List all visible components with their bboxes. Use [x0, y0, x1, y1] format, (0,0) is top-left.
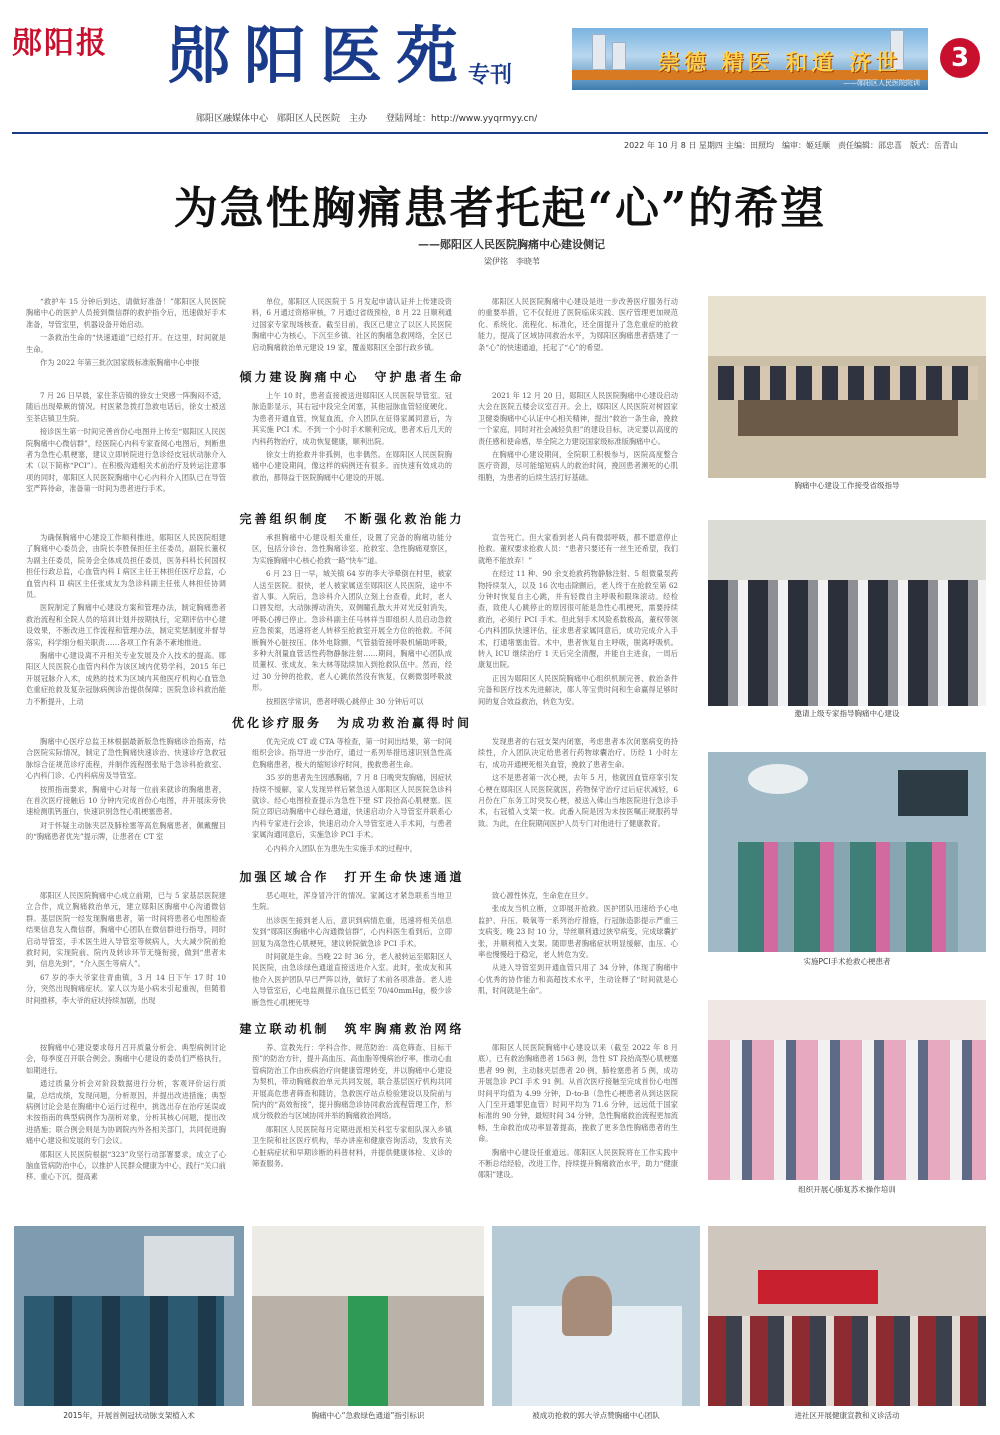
paragraph: 正因为郧阳区人民医院胸痛中心组织机制完善、救治条件完备和医疗技术先进解决，郧人等宝贵时间和生命赢得足够时间的复合效益救治，转危为安。	[478, 673, 678, 706]
host-organizations: 郧阳区融媒体中心 郧阳区人民医院 主办	[196, 114, 368, 124]
surgical-team-shape	[738, 842, 958, 952]
paragraph: 这不是患者第一次心梗，去年 5 月，他就因血管痉挛引发心梗在郧阳区人民医院就医，药物保守治疗过后症状减轻，6 月份在广东务工时突发心梗，被送入佛山当地医院进行急诊手术，右冠植入支架一枚。此番入院是因为未按医嘱正规服药导致。为此，在住院期间医护人员专门对他进行了健康教育。	[478, 773, 678, 828]
paragraph: “救护车 15 分钟后到达，请做好准备！”郧阳区人民医院胸痛中心的医护人员接到微信群的救护指令后，迅速做好手术准备，导管室里，机器设备开始启动。	[26, 297, 226, 329]
section-2-column-3	[478, 532, 678, 708]
paragraph: 医院制定了胸痛中心建设方案和管理办法，制定胸痛患者救治流程和全院人员的培训计划并按期执行，定期评估中心建设效果，不断改进工作流程和管理办法，制定奖惩制度并督导落实，科学细分相关职责……各项工作有条不紊地推进。	[26, 603, 226, 647]
paragraph: 张成友当机立断，立即展开抢救。医护团队迅速给予心电监护、升压、吸氧等一系列治疗措施，行冠脉造影提示严重三支病变。晚 23 时 10 分，导丝顺利通过狭窄病变，完成球囊扩张，并顺利植入支架。随即患者胸痛症状明显缓解，血压、心率也慢慢趋于稳定，老人转危为安。	[478, 904, 678, 960]
section-5-column-2	[252, 1042, 452, 1190]
section-3-column-2	[252, 736, 452, 862]
editorial-staff: 主编：田照均 编审：姬廷顺 责任编辑：邵忠喜 版式：岳青山	[726, 141, 958, 150]
paragraph: 心内科介入团队在为患先生实施手术的过程中，	[266, 843, 417, 853]
section-1-column-2	[252, 390, 452, 502]
section-4-column-3	[478, 890, 678, 1014]
paragraph: 对于怀疑主动脉夹层及肺栓塞等高危胸痛患者，佩戴醒目的“胸痛患者优先”提示牌，让患者在 CT 室	[26, 820, 226, 842]
issue-date: 2022 年 10 月 8 日 星期四	[624, 141, 723, 150]
section-3-column-3	[478, 736, 678, 862]
section-1-column-3	[478, 390, 678, 502]
photo-caption: 组织开展心肺复苏术操作培训	[798, 1185, 896, 1194]
monitor-shape	[898, 770, 968, 816]
paragraph: 郧阳区人民医院胸痛中心成立前期，已与 5 家基层医院建立合作，成立胸痛救治单元，建立郧阳区胸痛中心沟通微信群。基层医院一经发现胸痛患者，第一时间将患者心电图检查结果信息发入微信群，胸痛中心团队在微信群进行指导，同时启动导管室，手术医生进入导管室等候病人，大大减少院前抢救时间，实现院前、院内及转诊环节无缝衔接，做到“患者未到，信息先到”，“介入医生等病人”。	[26, 891, 226, 969]
paragraph: 胸痛中心建设任重道远。郧阳区人民医院将在工作实践中不断总结经验，改进工作，持续提升胸痛救治水平，助力“健康郧阳”建设。	[478, 1147, 678, 1180]
green-floor-marking-shape	[348, 1296, 388, 1406]
section-4-column-2	[252, 890, 452, 1014]
photo-caption: 邀请上级专家指导胸痛中心建设	[794, 709, 900, 718]
paragraph: 胸痛中心建设离不开相关专业发展及介入技术的提高。郧阳区人民医院心血管内科作为该区域内优势学科，2015 年已开展冠脉介入术，成熟的技术为区域内其他医疗机构心血管急危重症抢救及复杂冠脉病例诊治提供保障；医院急诊科救治能力不断提升，上动	[26, 651, 226, 706]
section-heading: 优化诊疗服务 为成功救治赢得时间	[231, 716, 472, 730]
visitors-shape	[708, 580, 986, 706]
paragraph: 出诊医生接到老人后，意识到病情危重，迅速将相关信息发到“郧阳区胸痛中心沟通微信群”，心内科医生看到后，立即回复为高急性心肌梗死，建议转院做急诊 PCI 手术。	[252, 915, 452, 948]
patient-shape	[562, 1276, 612, 1336]
paragraph: 郧阳区人民医院胸痛中心建设是进一步改善医疗服务行动的重要举措，它不仅促进了医院临床实践、医疗管理更加规范化、系统化、流程化、标准化，还全面提升了急危重症的抢救能力，提高了区域协同救治水平，为郧阳区胸痛患者搭建了一条“心”的快速通道，托起了“心”的希望。	[478, 297, 678, 352]
article-headline: 为急性胸痛患者托起“心”的希望	[173, 183, 827, 234]
photo-caption: 进社区开展健康宣教和义诊活动	[794, 1411, 900, 1420]
paragraph: 在经过 11 种、90 余支抢救药物静脉注射、5 组微量泵药物持续泵入，以及 16 次电击除颤后，老人终于在抢救至第 62 分钟时恢复自主心跳，并有轻微自主呼吸和眼珠滚动。经检查，致使人心跳停止的原因很可能是急性心肌梗死，需要持续救治，必须行 PCI 手术。但此刻手术风险系数极高，董权带领心内科团队快速评估，征求患者家属同意后，成功完成介入手术，打通堵塞血管。术中，患者恢复自主呼吸，脱离呼吸机。转入 ICU 继续治疗 1 天后完全清醒，并能自主进食，一周后康复出院。	[478, 569, 678, 670]
paragraph: 致心源性休克，生命危在旦夕。	[492, 891, 593, 900]
website-link[interactable]: 登陆网址：http://www.yyqrmyy.cn/	[386, 114, 538, 124]
paragraph: 徐女士的抢救并非孤例，也非偶然。在郧阳区人民医院胸痛中心建设期间，像这样的病例还有很多。而快速有效成功的救治，都得益于医院胸痛中心建设的开展。	[252, 450, 452, 482]
motto-banner	[572, 28, 928, 90]
paragraph: 宣告死亡。但大家看到老人尚有微弱呼吸，都不愿意停止抢救。董权要求抢救人员：“患者只要还有一丝生还希望，我们就绝不能放弃！”	[478, 533, 678, 565]
newspaper-logo: 郧阳报	[12, 26, 108, 61]
photo-patient-thumbs-up	[492, 1226, 700, 1406]
photo-expert-guidance	[708, 520, 986, 706]
paragraph: 6 月 23 日一早，城关镇 64 岁的李大爷晕倒在村里，被家人送至医院。很快，老人被家属送至郧阳区人民医院，途中不省人事。入院后，急诊科介入团队立刻上台查看，此时，老人口唇发绀，大动脉搏动消失，双侧瞳孔散大并对光反射消失，呼吸心搏已停止。急诊科副主任马林祥当即组织人员启动急救应急预案，迅速将老人转移至抢救室开展全方位的抢救。不间断胸外心脏按压、体外电除颤、气管插管接呼吸机辅助呼吸，多种大剂量血管活性药物静脉注射……期间，胸痛中心团队成员董权、张成友、朱大林等陆续加入到抢救队伍中。然而，经过 30 分钟的抢救，老人心跳依然没有恢复，仅剩微弱呼吸波形。	[252, 569, 452, 693]
meeting-table-shape	[738, 396, 958, 436]
intro-column-3	[478, 296, 678, 362]
section-2-column-1	[26, 532, 226, 708]
section-4-column-1	[26, 890, 226, 1014]
equipment-shape	[144, 1236, 234, 1296]
paragraph: 胸痛中心医疗总监王林根据最新版急性胸痛诊治指南，结合医院实际情况，制定了急性胸痛快速诊治、快速诊疗急救冠脉综合征规范诊疗流程，并制作流程图张贴于急诊科抢救室、心内科门诊、心内科病房及导管室。	[26, 737, 226, 781]
hospital-motto: 崇德 精医 和道 济世	[658, 51, 901, 76]
paragraph: 一条救治生命的“快速通道”已经打开。在这里，时间就是生命。	[26, 333, 226, 354]
corridor-wall-shape	[252, 1226, 484, 1296]
column-subtitle: 专刊	[468, 63, 513, 88]
paragraph: 郧阳区人民医院胸痛中心建设以来（截至 2022 年 8 月底），已有救治胸痛患者 1563 例，急性 ST 段抬高型心肌梗塞患者 99 例，主动脉夹层患者 20 例，肺栓塞患者 5 例，成功开展急诊 PCI 手术 91 例。从首次医疗接触至完成首份心电图时间平均值为 4.99 分钟，D-to-B（急性心梗患者从到达医院入门至开通罪犯血管）时间平均为 71.6 分钟，远远低于国家标准的 90 分钟，最短时间 34 分钟，急性胸痛救治流程更加流畅，生命救治成功率显著提高，挽救了更多急性胸痛患者的生命。	[478, 1043, 678, 1144]
paragraph: 恶心呕吐，浑身冒冷汗的情况。家属这才紧急联系当地卫生院。	[252, 891, 452, 912]
photo-pci-surgery	[708, 752, 986, 952]
article-subheadline: ——郧阳区人民医院胸痛中心建设侧记	[418, 238, 605, 251]
paragraph: 发现患者的右冠支架内闭塞，考虑患者本次闭塞病变的持续性，介入团队决定给患者行药物球囊治疗。历经 1 小时左右，成功开通梗死相关血管，挽救了患者生命。	[478, 737, 678, 769]
paragraph: 67 岁的李大爷家住青曲镇，3 月 14 日下午 17 时 10 分，突然出现胸痛症状。家人以为是小病未引起重视，但随着时间推移，李大爷的症状持续加剧，出现	[26, 972, 226, 1005]
photo-caption: 胸痛中心建设工作接受省级指导	[794, 481, 900, 490]
paragraph: 郧阳区人民医院每月定期进派相关科室专家组队深入乡镇卫生院和社区医疗机构，举办讲座和健康咨询活动，发放有关心脏病症状和早期诊断的科普材料，并提供健康体检、义诊的筛查服务。	[252, 1124, 452, 1169]
column-title: 郧阳医苑	[168, 19, 473, 92]
section-heading: 建立联动机制 筑牢胸痛救治网络	[239, 1022, 465, 1036]
section-heading: 完善组织制度 不断强化救治能力	[239, 512, 465, 526]
paragraph: 上午 10 时，患者直接被送进郧阳区人民医院导管室。冠脉造影显示，其右冠中段完全闭塞，其他冠脉血管轻度硬化。为患者开通血管，恢复血流，介入团队在征得家属同意后，为其实施 PCI 术。不到一个小时手术顺利完成，患者术后几天的内科药物治疗，成功恢复健康，顺利出院。	[252, 391, 452, 446]
paragraph: 7 月 26 日早晨，家住茶店镇的徐女士突感一阵胸闷不适，随后出现晕厥的情况。村医紧急拨打急救电话后，徐女士被送至茶店镇卫生院。	[26, 391, 226, 423]
page-number-badge: 3	[940, 38, 980, 78]
paragraph: 承担胸痛中心建设相关重任，设置了完备的胸痛功能分区，包括分诊台、急性胸痛诊室、抢救室、急性胸痛观察区，为实施胸痛中心核心抢救一路“快车”道。	[252, 533, 452, 565]
section-2-column-2	[252, 532, 452, 708]
paragraph: 郧阳区人民医院根据“323”攻坚行动部署要求，成立了心脑血管病防治中心，以推护人民群众健康为中心，践行“关口前移、重心下沉、提高素	[26, 1149, 226, 1182]
paragraph: 在胸痛中心建设期间，全院职工积极参与，医院高度整合医疗资源，尽可能缩短病人的救治时间，挽回患者濒死的心肌细胞，为患者的后续生活打好基础。	[478, 450, 678, 482]
photo-caption: 胸痛中心“急救绿色通道”指引标识	[311, 1411, 425, 1420]
section-heading: 加强区域合作 打开生命快速通道	[239, 870, 465, 884]
paragraph: 按照指南要求，胸痛中心对每一位前来就诊的胸痛患者，在首次医疗接触后 10 分钟内完成首份心电图，并开展床旁快速检测肌钙蛋白，快速识别急性心肌梗塞患者。	[26, 784, 226, 817]
paragraph: 作为 2022 年第三批次国家级标准版胸痛中心申报	[40, 358, 200, 368]
paragraph: 养、宣教先行：学科合作、规范防治：高危筛查、目标干预”的防治方针，提升高血压、高血脂等慢病治疗率，推动心血管病防治工作由疾病治疗向健康管理转变，并以胸痛中心建设为契机，带动胸痛救治单元共同发展，联合基层医疗机构共同开展高危患者筛查和随访，急救医疗站点检验建设以及院前与院内的“高效衔接”，提升胸痛急诊协同救治流程管理工作，形成分级救治与区域协同并举的胸痛救治网络。	[252, 1043, 452, 1121]
crowd-shape	[708, 1316, 986, 1406]
banner-shape	[758, 1270, 878, 1304]
section-3-column-1	[26, 736, 226, 862]
paragraph: 为确保胸痛中心建设工作顺利推进，郧阳区人民医院组建了胸痛中心委员会，由院长李胜保担任主任委员，副院长董权为副主任委员，院务会全体成员担任委员，医务科科长何国权担任行政总监，心血管内科 I 病区主任王林担任医疗总监，心血管内科 II 病区主任张成友为急诊科副主任张人林担任协调员。	[26, 533, 226, 600]
paragraph: 优先完成 CT 或 CTA 等检查，第一时间出结果，第一时间组织会诊。指导进一步治疗，通过一系列举措迅速识别急性高危胸痛患者，极大的缩短诊疗时间，挽救患者生命。	[252, 737, 452, 769]
article-byline: 梁伊铭 李晓苇	[484, 257, 540, 266]
paragraph: 2021 年 12 月 20 日，郧阳区人民医院胸痛中心建设启动大会在医院五楼会议室召开。会上，郧阳区人民医院对树固家卫健委胸痛中心认证中心相关精神，提出“救治一条生命，挽救一个家庭，同时对社会减轻负担”的建设目标，决定要以高度的责任感和使命感，举全院之力建设国家级标准版胸痛中心。	[478, 391, 678, 446]
photo-caption: 被成功抢救的郭大爷点赞胸痛中心团队	[532, 1411, 660, 1420]
photo-first-stent-surgery	[14, 1226, 244, 1406]
section-1-column-1	[26, 390, 226, 502]
building-shape	[612, 42, 626, 70]
paragraph: 接诊医生第一时间完善首份心电图并上传至“郧阳区人民医院胸痛中心微信群”，经医院心内科专家查阅心电图后，判断患者为急性心肌梗塞，建议立即转院进行急诊经皮冠状动脉介入术（以下简称“PCI”）。在积极沟通相关术前治疗及转运注意事项的同时，郧阳区人民医院胸痛中心心内科介入团队已在导管室严阵待命，准备第一时间为患者进行手术。	[26, 427, 226, 494]
masthead	[0, 0, 1000, 150]
paragraph: 按照医学常识，患者呼吸心跳停止 30 分钟后可以	[266, 696, 424, 706]
attendees-shape	[718, 366, 978, 400]
paragraph: 时间就是生命。当晚 22 时 36 分，老人被转运至郧阳区人民医院，由急诊绿色通道直接送进介入室。此时，张成友和其他介入医护团队早已严阵以待，做好了术前各项准备。老人进入导管室后，心电监测提示血压已低至 70/40mmHg，极少诊断急性心肌梗死导	[252, 952, 452, 1007]
paragraph: 35 岁的患者先生因感胸痛，7 月 8 日晚突发胸痛，因症状持续不缓解，家人发现异样后紧急送入郧阳区人民医院急诊科就诊。经心电图检查提示为急性下壁 ST 段抬高心肌梗塞。医院立即启动胸痛中心绿色通道，快速启动介入导管室并联系心内科专家进行会诊，快速启动介入导管室进入手术间，与患者家属沟通同意后，实施急诊 PCI 手术。	[252, 773, 452, 840]
paragraph: 按胸痛中心建设要求每月召开质量分析会、典型病例讨论会，每季度召开联合例会。胸痛中心建设的委员们严格执行，如期进行。	[26, 1043, 226, 1075]
photo-caption: 2015年，开展首例冠状动脉支架植入术	[63, 1411, 195, 1420]
intro-column-2	[252, 296, 452, 362]
surgeons-shape	[24, 1296, 224, 1406]
photo-community-clinic	[708, 1226, 986, 1406]
masthead-divider	[12, 132, 988, 134]
paragraph: 通过质量分析会对阶段数据进行分析，客观评价运行质量，总结成绩，发现问题，分析原因，并提出改进措施；典型病例讨论会是在胸痛中心运行过程中，挑选出存在治疗延误或未按指南的典型病例作为剖析对象，分析其核心问题，提出改进措施；联合例会则是为协调院内外各相关部门，共同促进胸痛中心建设和发展的专门会议。	[26, 1079, 226, 1146]
paragraph: 单位，郧阳区人民医院于 5 月发起申请认证并上传建设资料，6 月通过资格审核，7 月通过省级预检，8 月 22 日顺利通过国家专家现场核查。截至目前，我区已建立了以区人民医院胸痛中心为核心，下沉至乡镇、社区的胸痛急救网络，全区已启动胸痛救治单元建设 19 家，覆盖郧阳区全部行政乡镇。	[252, 297, 452, 352]
building-shape	[592, 34, 606, 70]
trainees-shape	[708, 1040, 986, 1180]
photo-provincial-guidance-meeting	[708, 296, 986, 478]
window-shape	[708, 296, 986, 356]
section-5-column-3	[478, 1042, 678, 1190]
photo-caption: 实施PCI手术抢救心梗患者	[803, 957, 891, 966]
intro-column-1	[26, 296, 226, 368]
motto-attribution: ——郧阳区人民医院院训	[843, 79, 920, 87]
paragraph: 从进入导管室到开通血管只用了 34 分钟，体现了胸痛中心优秀的协作能力和高超技术水平，生动诠释了“时间就是心肌，时间就是生命”。	[478, 963, 678, 996]
surgical-light-shape	[748, 764, 808, 794]
section-5-column-1	[26, 1042, 226, 1190]
photo-cpr-training	[708, 1000, 986, 1180]
section-heading: 倾力建设胸痛中心 守护患者生命	[239, 370, 465, 384]
photo-green-channel-sign	[252, 1226, 484, 1406]
